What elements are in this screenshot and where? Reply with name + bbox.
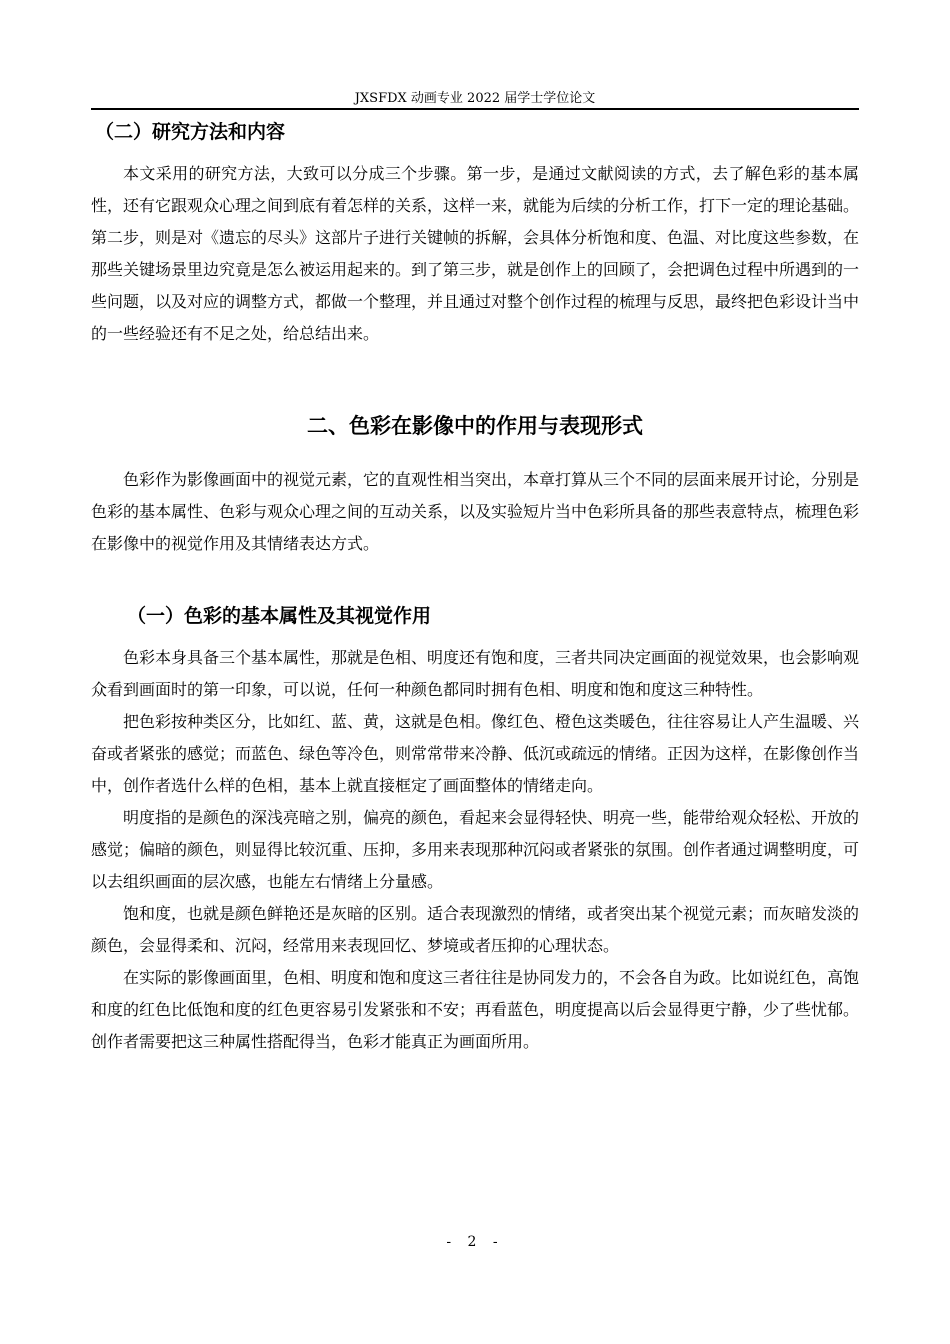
section-heading-attributes: （一）色彩的基本属性及其视觉作用 [127,605,432,627]
page-body [91,110,859,1058]
paragraph-chapter-intro: 色彩作为影像画面中的视觉元素，它的直观性相当突出，本章打算从三个不同的层面来展开讨论，分别是色彩的基本属性、色彩与观众心理之间的互动关系，以及实验短片当中色彩所具备的那些表意特点，梳理色彩在影像中的视觉作用及其情绪表达方式。 [91,470,860,553]
paragraph-attributes-2: 把色彩按种类区分，比如红、蓝、黄，这就是色相。像红色、橙色这类暖色，往往容易让人产生温暖、兴奋或者紧张的感觉；而蓝色、绿色等冷色，则常常带来冷静、低沉或疏远的情绪。正因为这样，在影像创作当中，创作者选什么样的色相，基本上就直接框定了画面整体的情绪走向。 [91,712,860,795]
paragraph-attributes-4: 饱和度，也就是颜色鲜艳还是灰暗的区别。适合表现激烈的情绪，或者突出某个视觉元素；而灰暗发淡的颜色，会显得柔和、沉闷，经常用来表现回忆、梦境或者压抑的心理状态。 [91,904,860,955]
page-number: - 2 - [446,1234,504,1250]
paragraph-attributes-1: 色彩本身具备三个基本属性，那就是色相、明度还有饱和度，三者共同决定画面的视觉效果，也会影响观众看到画面时的第一印象，可以说，任何一种颜色都同时拥有色相、明度和饱和度这三种特性。 [91,648,860,699]
paragraph-methods: 本文采用的研究方法，大致可以分成三个步骤。第一步，是通过文献阅读的方式，去了解色彩的基本属性，还有它跟观众心理之间到底有着怎样的关系，这样一来，就能为后续的分析工作，打下一定的理论基础。第二步，则是对《遗忘的尽头》这部片子进行关键帧的拆解，会具体分析饱和度、色温、对比度这些参数，在那些关键场景里边究竟是怎么被运用起来的。到了第三步，就是创作上的回顾了，会把调色过程中所遇到的一些问题，以及对应的调整方式，都做一个整理，并且通过对整个创作过程的梳理与反思，最终把色彩设计当中的一些经验还有不足之处，给总结出来。 [91,164,860,343]
section-heading-methods: （二）研究方法和内容 [95,121,286,143]
chapter-heading: 二、色彩在影像中的作用与表现形式 [307,414,643,438]
paragraph-attributes-3: 明度指的是颜色的深浅亮暗之别，偏亮的颜色，看起来会显得轻快、明亮一些，能带给观众轻松、开放的感觉；偏暗的颜色，则显得比较沉重、压抑，多用来表现那种沉闷或者紧张的氛围。创作者通过调整明度，可以去组织画面的层次感，也能左右情绪上分量感。 [91,808,860,891]
running-header: JXSFDX 动画专业 2022 届学士学位论文 [354,91,596,106]
paragraph-attributes-5: 在实际的影像画面里，色相、明度和饱和度这三者往往是协同发力的，不会各自为政。比如说红色，高饱和度的红色比低饱和度的红色更容易引发紧张和不安；再看蓝色，明度提高以后会显得更宁静，少了些忧郁。创作者需要把这三种属性搭配得当，色彩才能真正为画面所用。 [91,968,860,1051]
